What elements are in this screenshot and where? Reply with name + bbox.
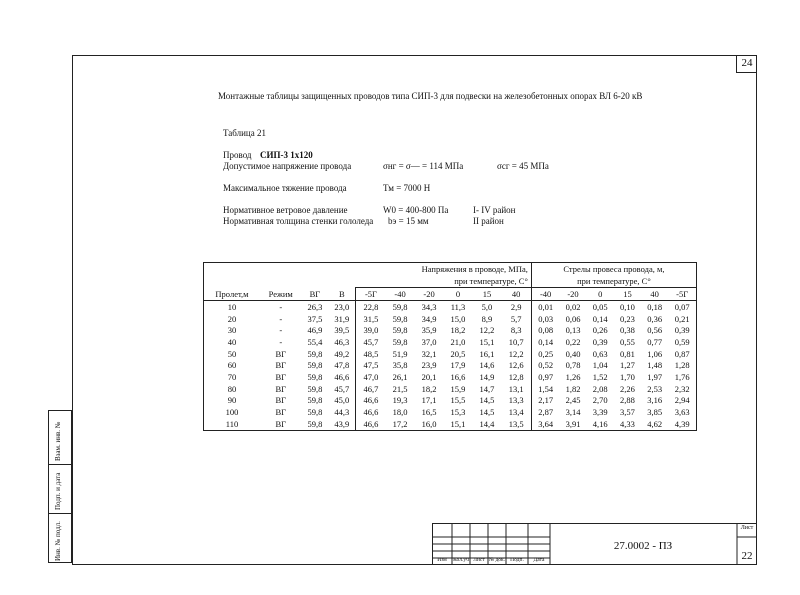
- table-cell: 0,08: [531, 324, 559, 336]
- table-cell: 0,06: [565, 313, 581, 324]
- ice-label: Нормативная толщина стенки гололеда: [223, 216, 374, 226]
- tb-col-date: Дата: [533, 557, 545, 563]
- table-cell: 5,0: [481, 301, 493, 312]
- table-cell: 59,8: [392, 325, 408, 336]
- table-cell: 16,5: [421, 407, 437, 418]
- table-cell: 34,3: [421, 301, 437, 312]
- table-cell: 46,6: [356, 406, 386, 418]
- table-cell: 80: [204, 383, 260, 395]
- wire-label: Провод: [223, 150, 252, 160]
- max-tension-value: Тм = 7000 Н: [383, 183, 431, 193]
- table-cell: 59,8: [302, 418, 329, 430]
- title-block-columns: [432, 557, 550, 565]
- table-cell: 46,3: [334, 336, 350, 347]
- table-cell: 8,9: [481, 313, 493, 324]
- table-cell: 20,1: [421, 371, 437, 382]
- column-header: 0: [587, 288, 614, 301]
- table-cell: 3,64: [531, 418, 559, 430]
- column-header: 15: [614, 288, 641, 301]
- table-cell: 23,0: [334, 301, 350, 312]
- table-cell: 10: [204, 301, 260, 313]
- column-header: В: [328, 288, 356, 301]
- table-cell: 0,14: [592, 313, 608, 324]
- table-cell: 18,2: [450, 325, 466, 336]
- table-cell: 3,14: [565, 407, 581, 418]
- table-cell: 59,8: [392, 313, 408, 324]
- table-cell: 14,5: [479, 407, 495, 418]
- table-cell: 12,8: [508, 371, 524, 382]
- table-cell: 30: [204, 324, 260, 336]
- column-header: 40: [501, 288, 531, 301]
- table-cell: 17,9: [450, 360, 466, 371]
- allowed-stress-label: Допустимое напряжение провода: [223, 161, 352, 171]
- table-cell: 1,26: [565, 371, 581, 382]
- table-cell: ВГ: [275, 383, 287, 394]
- table-cell: 59,8: [307, 395, 323, 406]
- table-cell: 32,1: [421, 348, 437, 359]
- table-cell: 4,33: [614, 418, 641, 430]
- table-cell: 49,2: [334, 348, 350, 359]
- table-row: [204, 406, 697, 418]
- table-cell: 1,04: [592, 360, 608, 371]
- table-cell: 51,9: [392, 348, 408, 359]
- page-number-top: 24: [736, 55, 757, 73]
- side-stamp-strip: [48, 410, 72, 563]
- table-cell: 3,57: [620, 407, 635, 418]
- table-cell: 1,76: [668, 371, 696, 383]
- table-cell: ВГ: [275, 407, 287, 418]
- group-stress-header-line1: Напряжения в проводе, МПа,: [356, 263, 532, 276]
- table-cell: 1,48: [647, 360, 663, 371]
- table-cell: 46,6: [334, 371, 350, 382]
- table-cell: 3,39: [592, 407, 608, 418]
- table-cell: 0,36: [647, 313, 663, 324]
- table-cell: 59,8: [392, 301, 408, 312]
- table-cell: 0,52: [531, 359, 559, 371]
- table-row: [204, 371, 697, 383]
- table-cell: 20,5: [450, 348, 466, 359]
- table-cell: 0,39: [668, 324, 696, 336]
- table-cell: ВГ: [275, 360, 287, 371]
- table-cell: 59,8: [307, 383, 323, 394]
- table-cell: 26,1: [392, 371, 408, 382]
- table-cell: ВГ: [275, 395, 287, 406]
- table-cell: 16,1: [479, 348, 495, 359]
- table-row: [204, 348, 697, 360]
- table-cell: 2,26: [620, 383, 635, 394]
- table-cell: 59,8: [307, 407, 323, 418]
- table-cell: ВГ: [275, 348, 287, 359]
- table-cell: 11,3: [450, 301, 466, 312]
- table-cell: 45,7: [356, 336, 386, 348]
- table-cell: 23,9: [421, 360, 437, 371]
- table-cell: -: [279, 313, 283, 324]
- table-row: [204, 324, 697, 336]
- table-cell: 60: [204, 359, 260, 371]
- table-cell: 0,39: [592, 336, 608, 347]
- wind-region: I- IV район: [473, 205, 516, 215]
- table-cell: 59,8: [392, 336, 408, 347]
- table-cell: 55,4: [307, 336, 323, 347]
- table-cell: 0,26: [592, 325, 608, 336]
- group-sag-header-line2: при температуре, С°: [531, 275, 696, 288]
- table-cell: 37,0: [421, 336, 437, 347]
- table-cell: 1,97: [647, 371, 663, 382]
- tb-col-sign: Подп.: [510, 557, 524, 563]
- table-label: Таблица 21: [223, 128, 266, 138]
- table-cell: 0,14: [531, 336, 559, 348]
- table-cell: 46,9: [307, 325, 323, 336]
- table-cell: 70: [204, 371, 260, 383]
- allowed-stress-value1: σнг = σ— = 114 МПа: [383, 161, 464, 171]
- side-label-replace-inv: Взам. инв. №: [54, 421, 62, 461]
- table-row: [204, 395, 697, 407]
- table-cell: 14,6: [479, 360, 495, 371]
- table-cell: 0,10: [620, 301, 635, 312]
- table-cell: 3,91: [559, 418, 586, 430]
- table-cell: 0,01: [531, 301, 559, 313]
- table-cell: 0,05: [592, 301, 608, 312]
- table-cell: -: [279, 301, 283, 312]
- table-cell: 15,1: [479, 336, 495, 347]
- table-cell: 13,1: [508, 383, 524, 394]
- table-cell: 46,7: [356, 383, 386, 395]
- ice-value: bэ = 15 мм: [388, 216, 429, 226]
- table-cell: 0,63: [592, 348, 608, 359]
- table-cell: 20: [204, 313, 260, 325]
- table-cell: 2,94: [668, 395, 696, 407]
- table-cell: 13,5: [501, 418, 531, 430]
- column-header: 15: [472, 288, 501, 301]
- group-stress-header-line2: при температуре, С°: [356, 275, 532, 288]
- table-cell: 1,27: [620, 360, 635, 371]
- table-row: [204, 383, 697, 395]
- table-cell: 15,3: [450, 407, 466, 418]
- table-cell: 3,16: [647, 395, 663, 406]
- wind-label: Нормативное ветровое давление: [223, 205, 348, 215]
- table-cell: 16,6: [450, 371, 466, 382]
- table-cell: 2,53: [647, 383, 663, 394]
- wind-value: W0 = 400-800 Па: [383, 205, 449, 215]
- column-header: Пролет,м: [204, 288, 260, 301]
- table-row: [204, 313, 697, 325]
- table-cell: 1,52: [592, 371, 608, 382]
- table-cell: 3,85: [647, 407, 663, 418]
- table-cell: 13,3: [508, 395, 524, 406]
- tb-col-list: Лист: [473, 557, 485, 563]
- table-cell: 90: [204, 395, 260, 407]
- table-cell: 2,9: [510, 301, 522, 312]
- column-header: -40: [386, 288, 415, 301]
- table-cell: 2,70: [592, 395, 608, 406]
- table-cell: 35,8: [392, 360, 408, 371]
- table-cell: 50: [204, 348, 260, 360]
- table-cell: 46,6: [356, 395, 386, 407]
- table-cell: 46,6: [356, 418, 386, 430]
- sheet-number: 22: [741, 550, 753, 562]
- table-cell: 0,03: [531, 313, 559, 325]
- table-cell: 5,7: [510, 313, 522, 324]
- table-cell: 14,9: [479, 371, 495, 382]
- table-cell: 39,5: [334, 325, 350, 336]
- table-cell: 0,18: [647, 301, 663, 312]
- table-cell: 18,0: [392, 407, 408, 418]
- table-cell: 0,13: [565, 325, 581, 336]
- table-cell: 0,55: [620, 336, 635, 347]
- table-cell: 59,8: [307, 371, 323, 382]
- table-cell: 47,0: [356, 371, 386, 383]
- table-cell: 45,7: [334, 383, 350, 394]
- table-cell: 31,5: [356, 313, 386, 325]
- column-header: 0: [444, 288, 473, 301]
- table-cell: 1,28: [668, 359, 696, 371]
- table-cell: 37,5: [307, 313, 323, 324]
- table-cell: 14,4: [472, 418, 501, 430]
- column-header: ВГ: [302, 288, 329, 301]
- tb-col-kolich: Кол.уч: [453, 557, 469, 563]
- table-cell: 0,78: [565, 360, 581, 371]
- table-cell: 2,08: [592, 383, 608, 394]
- table-cell: 3,63: [668, 406, 696, 418]
- table-cell: 0,38: [620, 325, 635, 336]
- doc-code: 27.0002 - ПЗ: [613, 540, 673, 552]
- table-cell: 13,4: [508, 407, 524, 418]
- table-cell: 15,9: [450, 383, 466, 394]
- table-row: [204, 301, 697, 313]
- table-row: [204, 359, 697, 371]
- table-cell: 44,3: [334, 407, 350, 418]
- table-cell: ВГ: [275, 371, 287, 382]
- table-cell: 22,8: [356, 301, 386, 313]
- table-cell: 2,17: [531, 395, 559, 407]
- table-cell: 45,0: [334, 395, 350, 406]
- table-cell: 2,32: [668, 383, 696, 395]
- column-header: -5Г: [356, 288, 386, 301]
- table-row: [204, 418, 697, 430]
- table-cell: 17,1: [421, 395, 437, 406]
- table-cell: 14,5: [479, 395, 495, 406]
- side-label-inv-no: Инв. № подл.: [54, 521, 62, 561]
- max-tension-label: Максимальное тяжение провода: [223, 183, 347, 193]
- table-cell: 4,16: [587, 418, 614, 430]
- table-cell: 18,2: [421, 383, 437, 394]
- table-cell: 0,02: [565, 301, 581, 312]
- table-cell: 39,0: [356, 324, 386, 336]
- side-label-sign-date: Подп. и дата: [54, 472, 62, 510]
- column-header-row: [204, 288, 697, 301]
- table-cell: 8,3: [510, 325, 522, 336]
- table-cell: 0,23: [620, 313, 635, 324]
- table-cell: 15,5: [450, 395, 466, 406]
- table-cell: 59,8: [307, 348, 323, 359]
- table-cell: 10,7: [508, 336, 524, 347]
- ice-region: II район: [473, 216, 504, 226]
- group-sag-header-line1: Стрелы провеса провода, м,: [531, 263, 696, 276]
- table-cell: 0,87: [668, 348, 696, 360]
- column-header: -20: [415, 288, 444, 301]
- table-cell: 12,2: [508, 348, 524, 359]
- table-cell: 0,22: [565, 336, 581, 347]
- table-cell: 15,1: [444, 418, 473, 430]
- table-cell: 0,56: [647, 325, 663, 336]
- column-header: Режим: [260, 288, 302, 301]
- tb-col-doc: № док.: [488, 557, 506, 563]
- table-cell: 12,2: [479, 325, 495, 336]
- table-row: [204, 336, 697, 348]
- table-cell: 0,40: [565, 348, 581, 359]
- table-cell: 2,88: [620, 395, 635, 406]
- table-cell: -: [279, 325, 283, 336]
- table-cell: 1,06: [647, 348, 663, 359]
- table-cell: 2,45: [565, 395, 581, 406]
- table-cell: 26,3: [307, 301, 323, 312]
- column-header: -5Г: [668, 288, 696, 301]
- column-header: 40: [641, 288, 668, 301]
- table-cell: 15,0: [450, 313, 466, 324]
- sheet-label: Лист: [740, 525, 754, 531]
- table-cell: 17,2: [386, 418, 415, 430]
- table-cell: 100: [204, 406, 260, 418]
- table-cell: 0,77: [647, 336, 663, 347]
- table-cell: 1,82: [565, 383, 581, 394]
- allowed-stress-value2: σсг = 45 МПа: [497, 161, 549, 171]
- table-cell: 47,5: [356, 359, 386, 371]
- table-cell: 48,5: [356, 348, 386, 360]
- wire-value: СИП-3 1х120: [260, 150, 313, 160]
- table-cell: 40: [204, 336, 260, 348]
- table-cell: 34,9: [421, 313, 437, 324]
- table-cell: 0,97: [531, 371, 559, 383]
- table-cell: 2,87: [531, 406, 559, 418]
- table-cell: 110: [204, 418, 260, 430]
- table-cell: 35,9: [421, 325, 437, 336]
- table-cell: 0,59: [668, 336, 696, 348]
- table-cell: 1,54: [531, 383, 559, 395]
- table-cell: 21,5: [392, 383, 408, 394]
- table-cell: 0,81: [620, 348, 635, 359]
- table-cell: 31,9: [334, 313, 350, 324]
- table-cell: 1,70: [620, 371, 635, 382]
- document-heading: Монтажные таблицы защищенных проводов типа СИП-3 для подвески на железобетонных опорах ВЛ 6-20 кВ: [218, 91, 643, 101]
- table-cell: 12,6: [508, 360, 524, 371]
- tb-col-izm: Изм: [437, 557, 447, 563]
- table-cell: 47,8: [334, 360, 350, 371]
- table-cell: 14,7: [479, 383, 495, 394]
- table-cell: -: [279, 336, 283, 347]
- column-header: -20: [559, 288, 586, 301]
- table-cell: 0,21: [668, 313, 696, 325]
- table-cell: 21,0: [450, 336, 466, 347]
- table-cell: 43,9: [328, 418, 356, 430]
- table-cell: 4,39: [668, 418, 696, 430]
- table-cell: 16,0: [415, 418, 444, 430]
- table-cell: 19,3: [392, 395, 408, 406]
- column-header: -40: [531, 288, 559, 301]
- table-cell: 59,8: [307, 360, 323, 371]
- table-cell: ВГ: [260, 418, 302, 430]
- table-cell: 0,07: [668, 301, 696, 313]
- sag-tension-table: [203, 262, 697, 431]
- table-cell: 0,25: [531, 348, 559, 360]
- table-cell: 4,62: [641, 418, 668, 430]
